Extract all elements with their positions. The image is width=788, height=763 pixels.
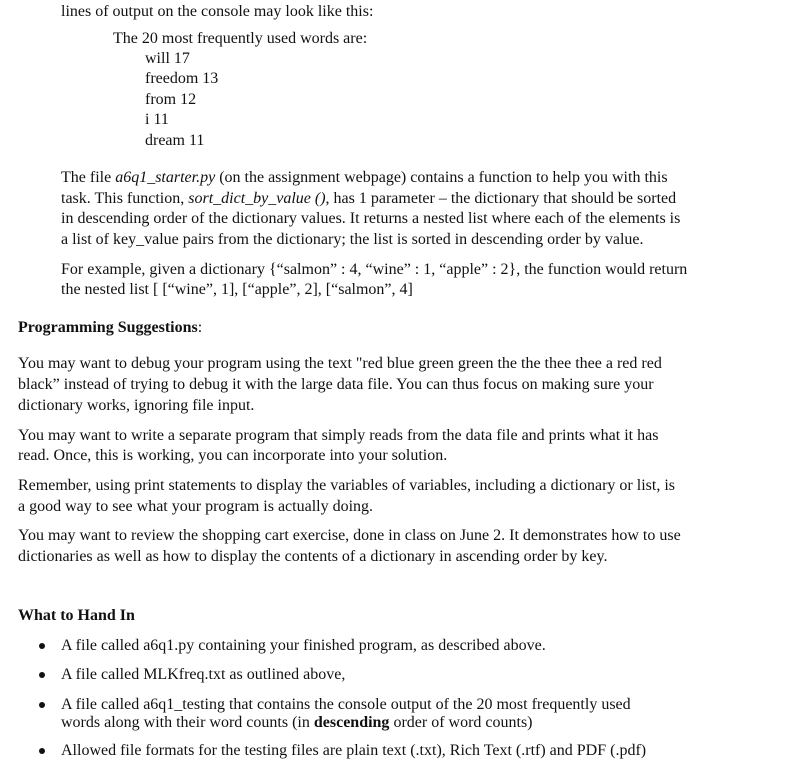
suggestion-line: Remember, using print statements to display the variables of variables, including a dictionary or list, is bbox=[18, 477, 675, 494]
starter-para-line bbox=[61, 189, 676, 209]
text-run: words along with their word counts (in bbox=[61, 714, 314, 731]
hand-in-item: A file called MLKfreq.txt as outlined above, bbox=[61, 666, 346, 683]
hand-in-item-continued bbox=[61, 713, 533, 733]
text-run: , has 1 parameter – the dictionary that should be sorted bbox=[325, 190, 677, 207]
text-run: The file bbox=[61, 169, 116, 186]
suggestion-line: black” instead of trying to debug it with the large data file. You can thus focus on making sure your bbox=[18, 376, 654, 393]
intro-text: lines of output on the console may look like this: bbox=[61, 3, 374, 20]
hand-in-item: Allowed file formats for the testing files are plain text (.txt), Rich Text (.rtf) and PDF (.pdf) bbox=[61, 742, 647, 759]
suggestion-line: a good way to see what your program is actually doing. bbox=[18, 498, 374, 515]
console-line: from 12 bbox=[145, 91, 197, 108]
suggestion-line: You may want to debug your program using the text "red blue green green the the thee thee a red red bbox=[18, 355, 662, 372]
hand-in-item: A file called a6q1_testing that contains the console output of the 20 most frequently used bbox=[61, 696, 631, 713]
bullet-icon bbox=[39, 748, 45, 754]
text-run: task. This function, bbox=[61, 190, 189, 207]
console-line: will 17 bbox=[145, 50, 190, 67]
text-run: (on the assignment webpage) contains a function to help you with this bbox=[215, 169, 668, 186]
starter-para-line: in descending order of the dictionary values. It returns a nested list where each of the elements is bbox=[61, 210, 681, 227]
example-para-line: For example, given a dictionary {“salmon” : 4, “wine” : 1, “apple” : 2}, the function would return bbox=[61, 261, 688, 278]
starter-filename: a6q1_starter.py bbox=[115, 169, 216, 186]
bullet-icon bbox=[39, 672, 45, 678]
starter-para-line: a list of key_value pairs from the dictionary; the list is sorted in descending order by value. bbox=[61, 231, 644, 248]
function-name: sort_dict_by_value () bbox=[188, 190, 326, 207]
console-sample-header: The 20 most frequently used words are: bbox=[113, 30, 368, 47]
starter-para-line bbox=[61, 168, 668, 188]
bullet-icon bbox=[39, 702, 45, 708]
suggestion-line: You may want to write a separate program that simply reads from the data file and prints what it has bbox=[18, 427, 659, 444]
suggestion-line: dictionary works, ignoring file input. bbox=[18, 397, 255, 414]
bullet-icon bbox=[39, 643, 45, 649]
console-line: i 11 bbox=[145, 111, 169, 128]
heading-text: Programming Suggestions bbox=[18, 319, 198, 336]
hand-in-heading: What to Hand In bbox=[18, 607, 135, 624]
example-para-line: the nested list [ [“wine”, 1], [“apple”, 2], [“salmon”, 4] bbox=[61, 281, 413, 298]
console-line: freedom 13 bbox=[145, 70, 219, 87]
suggestion-line: You may want to review the shopping cart exercise, done in class on June 2. It demonstrates how to use bbox=[18, 527, 681, 544]
hand-in-item: A file called a6q1.py containing your finished program, as described above. bbox=[61, 637, 546, 654]
console-line: dream 11 bbox=[145, 132, 205, 149]
text-run: order of word counts) bbox=[389, 714, 533, 731]
suggestion-line: dictionaries as well as how to display the contents of a dictionary in ascending order by key. bbox=[18, 548, 608, 565]
suggestion-line: read. Once, this is working, you can incorporate into your solution. bbox=[18, 447, 448, 464]
emphasis-descending: descending bbox=[313, 714, 390, 731]
suggestions-heading bbox=[18, 318, 202, 338]
heading-colon: : bbox=[197, 319, 203, 336]
